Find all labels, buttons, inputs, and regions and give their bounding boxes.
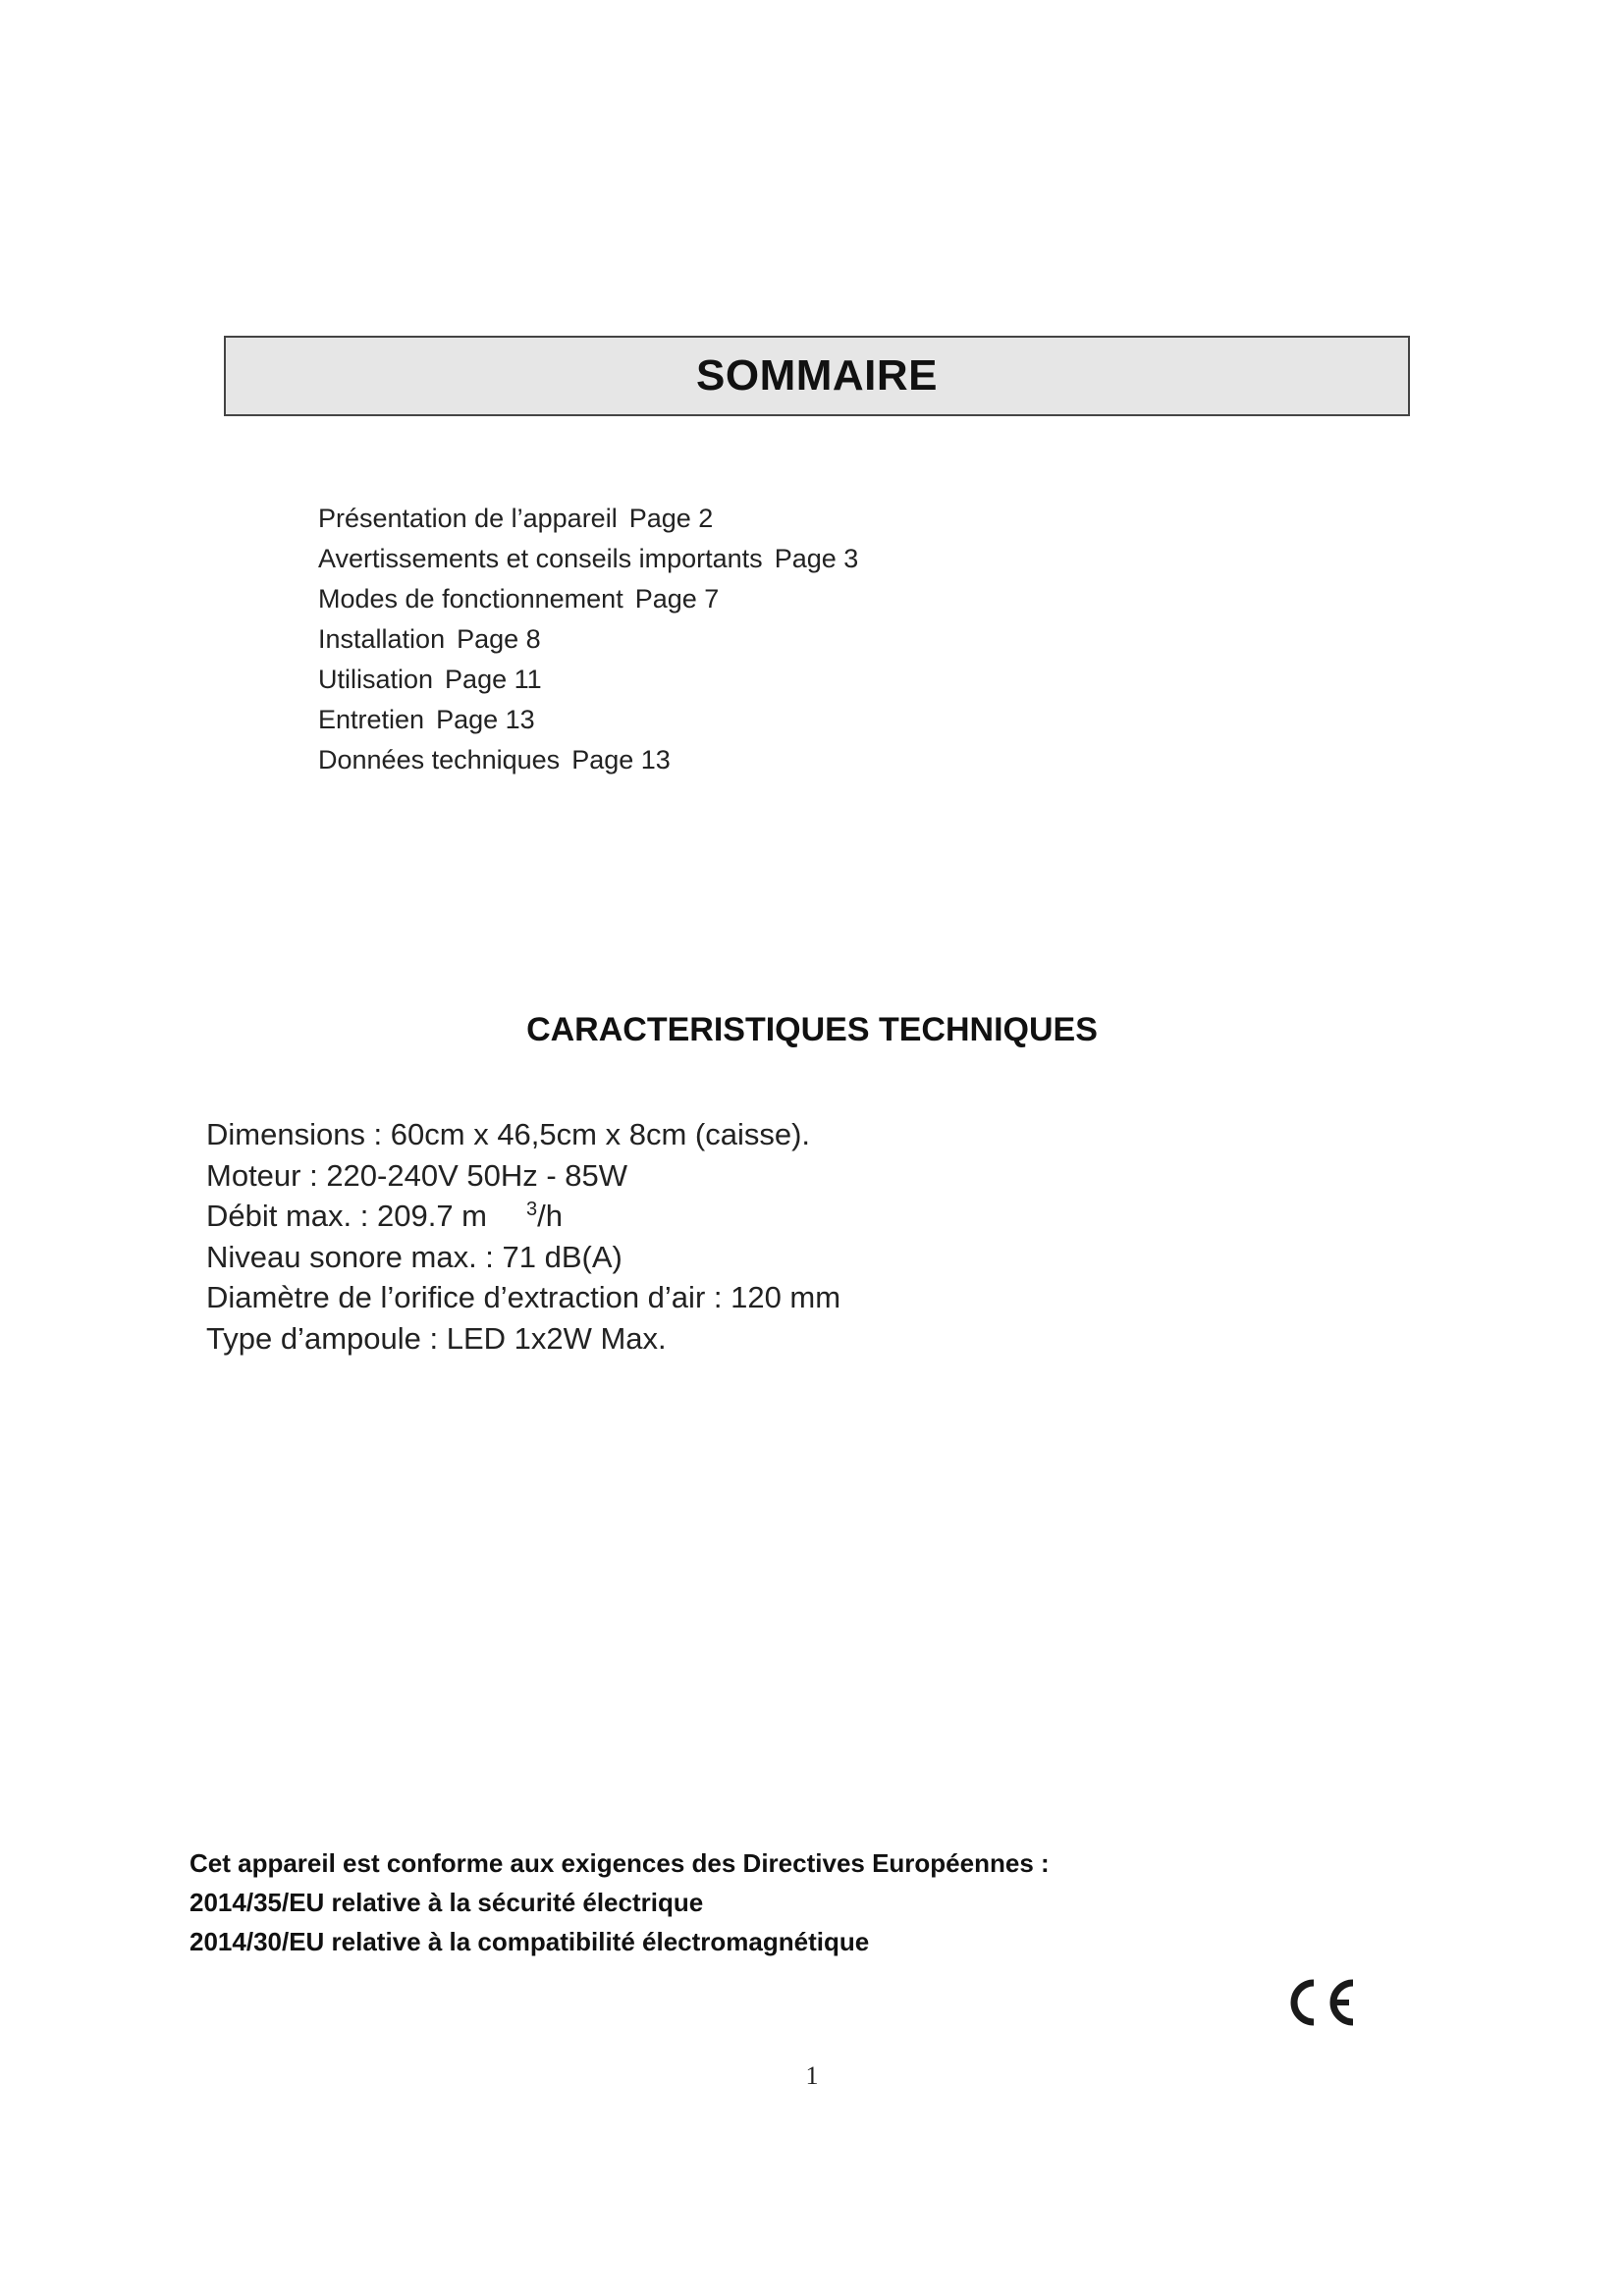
table-of-contents: [318, 499, 858, 780]
spec-motor: Moteur : 220-240V 50Hz - 85W: [206, 1157, 628, 1193]
directive-emc: 2014/30/EU relative à la compatibilité électromagnétique: [189, 1927, 870, 1956]
toc-entry-label: Utilisation: [318, 665, 434, 694]
page-number: 1: [805, 2061, 819, 2090]
toc-entry-label: Modes de fonctionnement: [318, 584, 623, 614]
toc-entry: [318, 740, 858, 780]
toc-entry: [318, 619, 858, 660]
toc-entry-page: Page 11: [445, 665, 542, 694]
spec-flow: [206, 1196, 840, 1237]
toc-entry-label: Entretien: [318, 705, 425, 734]
toc-entry: [318, 700, 858, 740]
spec-exhaust: Diamètre de l’orifice d’extraction d’air : 120 mm: [206, 1280, 841, 1314]
specs-list: [206, 1114, 840, 1359]
spec-flow-unit: /h: [537, 1199, 563, 1233]
specs-title: CARACTERISTIQUES TECHNIQUES: [526, 1011, 1098, 1048]
toc-entry-page: Page 3: [774, 544, 859, 573]
toc-entry: [318, 660, 858, 700]
toc-entry-label: Données techniques: [318, 745, 561, 774]
compliance-intro: Cet appareil est conforme aux exigences des Directives Européennes :: [189, 1848, 1050, 1878]
summary-title: SOMMAIRE: [696, 351, 938, 400]
toc-entry-label: Présentation de l’appareil: [318, 504, 618, 533]
toc-entry-label: Avertissements et conseils importants: [318, 544, 763, 573]
toc-entry-label: Installation: [318, 624, 446, 654]
toc-entry-page: Page 7: [634, 584, 720, 614]
spec-flow-value: Débit max. : 209.7 m: [206, 1199, 488, 1233]
spec-bulb: Type d’ampoule : LED 1x2W Max.: [206, 1320, 667, 1356]
summary-title-box: [224, 336, 1410, 416]
toc-entry-page: Page 13: [436, 705, 535, 734]
toc-entry: [318, 579, 858, 619]
ce-mark-icon: [1284, 1975, 1359, 2030]
spec-dimensions: Dimensions : 60cm x 46,5cm x 8cm (caisse).: [206, 1117, 811, 1151]
directive-safety: 2014/35/EU relative à la sécurité électrique: [189, 1888, 704, 1917]
spec-flow-exponent: 3: [526, 1198, 538, 1220]
compliance-block: [189, 1843, 1050, 1961]
toc-entry-page: Page 2: [628, 504, 714, 533]
toc-entry: [318, 499, 858, 539]
toc-entry: [318, 539, 858, 579]
spec-noise: Niveau sonore max. : 71 dB(A): [206, 1239, 623, 1274]
toc-entry-page: Page 8: [457, 624, 541, 654]
toc-entry-page: Page 13: [571, 745, 671, 774]
